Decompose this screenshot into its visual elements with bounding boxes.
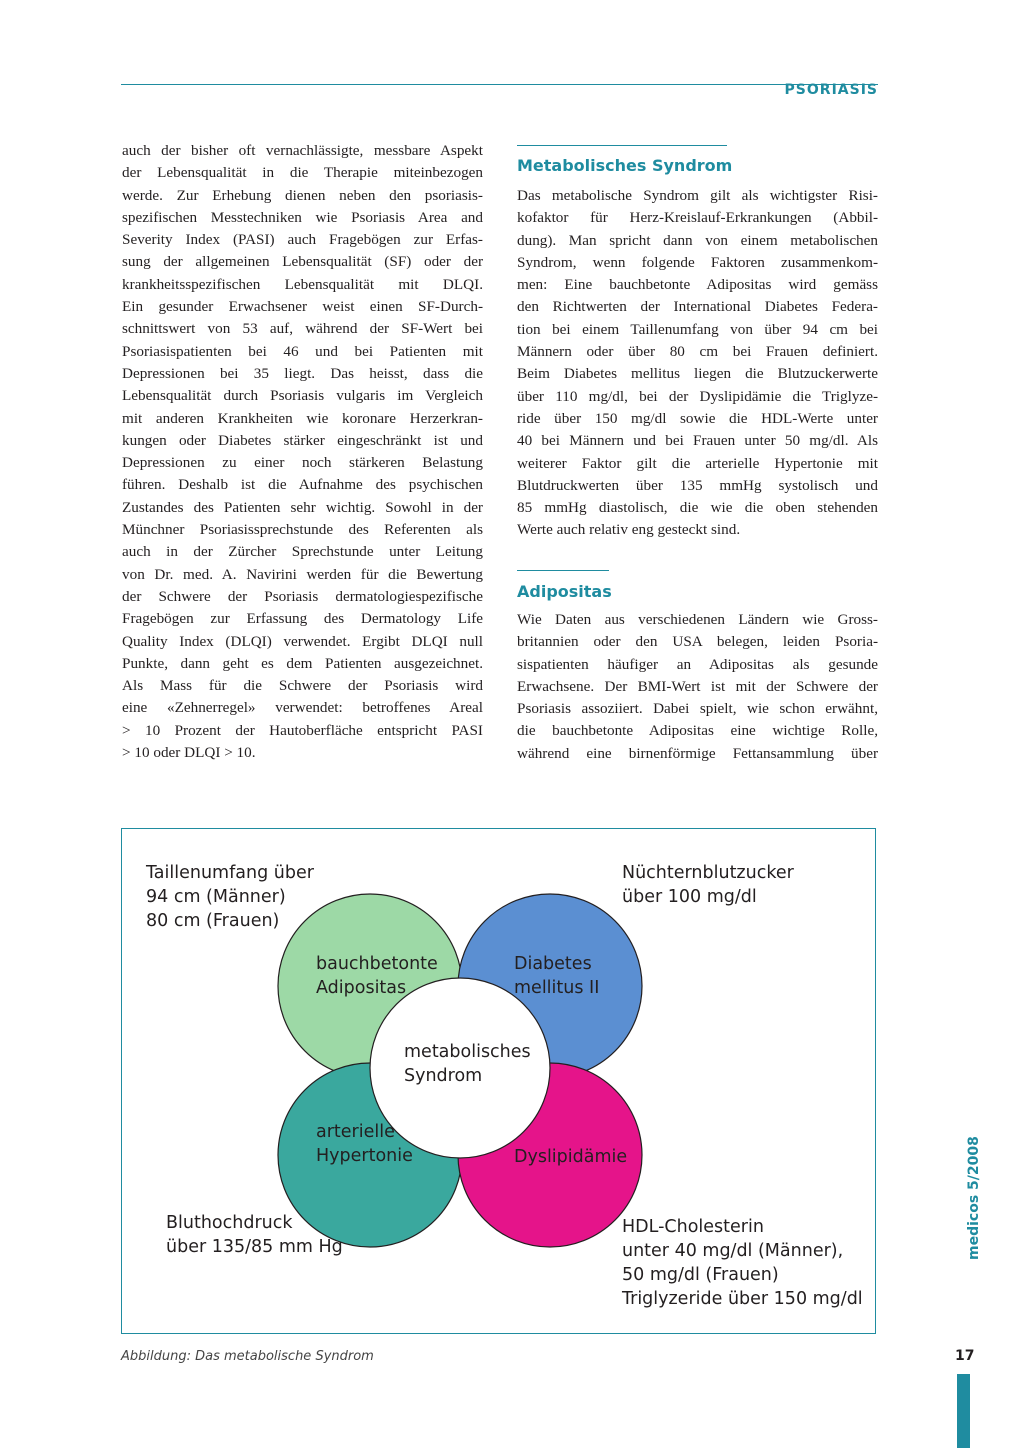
label-hypertonie [316,1120,413,1168]
section-heading-adipositas: Adipositas [517,582,612,601]
text-line: krankheitsspezifischen Lebensqualität mit DLQI. [122,275,483,293]
text-line: sung der allgemeinen Lebensqualität (SF) oder der [122,253,483,271]
annotation-bottom-right [622,1215,863,1311]
text-line: Ein gesunder Erwachsener weist einen SF-Durch- [122,298,483,316]
label-center [404,1040,531,1088]
text-line: eine «Zehnerregel» verwendet: betroffenes Areal [122,699,483,717]
subhead-rule [517,570,609,571]
label-line: Dyslipidämie [514,1147,628,1167]
left-column [122,140,483,764]
annotation-line: Triglyzeride über 150 mg/dl [622,1289,863,1309]
label-adipositas [316,952,438,1000]
text-line: Lebensqualität durch Psoriasis vulgaris im Vergleich [122,387,483,405]
right-column-section-2 [517,609,878,765]
text-line: auch in der Zürcher Sprechstunde unter Leitung [122,543,483,561]
annotation-line: Bluthochdruck [166,1213,293,1233]
text-line: Fragebögen zur Erfassung des Dermatology Life [122,610,483,628]
text-line: Beim Diabetes mellitus liegen die Blutzuckerwerte [517,365,878,383]
section-label: PSORIASIS [784,82,878,98]
label-line: metabolisches [404,1042,531,1062]
text-line: men: Eine bauchbetonte Adipositas wird gemäss [517,276,878,294]
section-heading-metabolic: Metabolisches Syndrom [517,156,733,175]
text-line: kungen oder Diabetes stärker eingeschränkt ist und [122,431,483,449]
annotation-top-right [622,861,794,909]
annotation-line: über 135/85 mm Hg [166,1237,343,1257]
text-line: > 10 oder DLQI > 10. [122,744,256,762]
text-line: 40 bei Männern und bei Frauen unter 50 mg/dl. Als [517,432,878,450]
label-line: Hypertonie [316,1146,413,1166]
page-number: 17 [955,1348,975,1364]
text-line: weiterer Faktor gilt die arterielle Hypertonie mit [517,454,878,472]
text-line: Wie Daten aus verschiedenen Ländern wie Gross- [517,611,878,628]
text-line: > 10 Prozent der Hautoberfläche entspricht PASI [122,721,483,739]
text-line: Blutdruckwerten über 135 mmHg systolisch und [517,476,878,494]
journal-issue: medicos 5/2008 [966,1136,982,1260]
label-line: Diabetes [514,954,592,974]
text-line: mit anderen Krankheiten wie koronare Herzerkran- [122,409,483,427]
text-line: Psoriasispatienten bei 46 und bei Patienten mit [122,342,483,360]
text-line: kofaktor für Herz-Kreislauf-Erkrankungen (Abbil- [517,209,878,227]
text-line: tion bei einem Taillenumfang von über 94 cm bei [517,320,878,338]
text-line: Severity Index (PASI) auch Fragebögen zur Erfas- [122,231,483,249]
annotation-line: 94 cm (Männer) [146,887,286,907]
text-line: von Dr. med. A. Navirini werden für die Bewertung [122,565,483,583]
subhead-rule [517,145,727,146]
label-line: Syndrom [404,1066,483,1086]
text-line: sispatienten häufiger an Adipositas als gesunde [517,655,878,673]
label-line: Adipositas [316,978,407,998]
annotation-line: Taillenumfang über [146,863,314,883]
header-rule [121,84,878,85]
label-line: mellitus II [514,978,600,998]
annotation-bottom-left [166,1211,343,1259]
text-line: Münchner Psoriasissprechstunde des Referenten als [122,521,483,539]
label-line: arterielle [316,1122,395,1142]
text-line: Das metabolische Syndrom gilt als wichtigster Risi- [517,187,878,204]
text-line: Punkte, dann geht es dem Patienten ausgezeichnet. [122,654,483,672]
text-line: den Richtwerten der International Diabetes Federa- [517,298,878,316]
right-column-section-1 [517,185,878,542]
annotation-line: unter 40 mg/dl (Männer), [622,1241,844,1261]
annotation-line: 80 cm (Frauen) [146,911,280,931]
label-diabetes [514,952,599,1000]
text-line: Zustandes des Patienten sehr wichtig. Sowohl in der [122,498,483,516]
text-line: Depressionen bei 35 liegt. Das heisst, dass die [122,364,483,382]
text-line: führen. Deshalb ist die Aufnahme des psychischen [122,476,483,494]
text-line: britannien oder den USA belegen, leiden Psoria- [517,633,878,651]
text-line: Psoriasis assoziiert. Dabei spielt, wie schon erwähnt, [517,700,878,718]
text-line: Syndrom, wenn folgende Faktoren zusammenkom- [517,253,878,271]
label-dyslipidaemie [514,1145,627,1169]
text-line: auch der bisher oft vernachlässigte, messbare Aspekt [122,142,483,159]
text-line: der Lebensqualität in die Therapie miteinbezogen [122,164,483,182]
text-line: Werte auch relativ eng gesteckt sind. [517,521,741,539]
text-line: schnittswert von 53 auf, während der SF-Wert bei [122,320,483,338]
text-line: Erwachsene. Der BMI-Wert ist mit der Schwere der [517,677,878,695]
text-line: spezifischen Messtechniken wie Psoriasis Area and [122,208,483,226]
annotation-line: 50 mg/dl (Frauen) [622,1265,779,1285]
text-line: dung). Man spricht dann von einem metabolischen [517,231,878,249]
annotation-line: über 100 mg/dl [622,887,757,907]
annotation-top-left [146,861,314,933]
label-line: bauchbetonte [316,954,438,974]
text-line: Depressionen zu einer noch stärkeren Belastung [122,454,483,472]
text-line: 85 mmHg diastolisch, die wie die oben stehenden [517,499,878,517]
text-line: über 110 mg/dl, bei der Dyslipidämie die Triglyze- [517,387,878,405]
text-line: ride über 150 mg/dl sowie die HDL-Werte unter [517,409,878,427]
text-line: Quality Index (DLQI) verwendet. Ergibt DLQI null [122,632,483,650]
text-line: der Schwere der Psoriasis dermatologiespezifische [122,587,483,605]
text-line: Als Mass für die Schwere der Psoriasis wird [122,677,483,695]
text-line: Männern oder über 80 cm bei Frauen definiert. [517,343,878,361]
text-line: die bauchbetonte Adipositas eine wichtige Rolle, [517,722,878,740]
annotation-line: HDL-Cholesterin [622,1217,764,1237]
text-line: während eine birnenförmige Fettansammlung über [517,744,878,762]
figure-metabolic-syndrome [121,828,876,1334]
annotation-line: Nüchternblutzucker [622,863,794,883]
figure-caption: Abbildung: Das metabolische Syndrom [121,1349,374,1364]
page-tab-bar [957,1374,970,1448]
text-line: werde. Zur Erhebung dienen neben den psoriasis- [122,186,483,204]
